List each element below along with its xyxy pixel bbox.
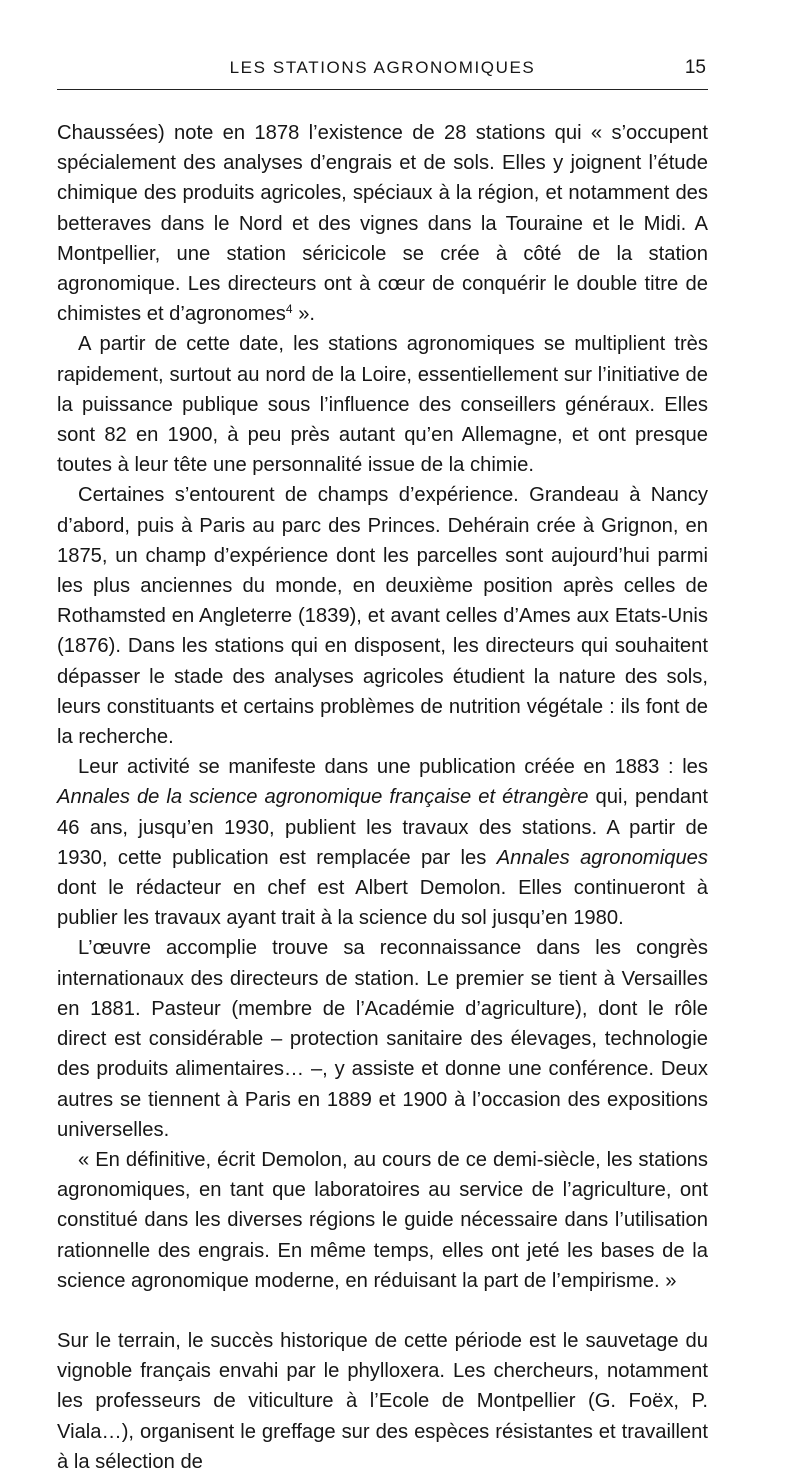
paragraph-3 [57,480,708,752]
footnote-ref: 4 [285,302,293,317]
text-segment: qui, pendant 46 ans, jusqu’en 1930, publient les travaux des stations. A partir de 1930, cette publication est remplacée par les [57,786,708,869]
paragraph-5 [57,933,708,1144]
body-text [57,118,708,1477]
italic-title: Annales agronomiques [496,846,708,869]
page-number: 15 [684,57,706,78]
text-segment: A partir de cette date, les stations agronomiques se multiplient très rapidement, surtout au nord de la Loire, essentiellement sur l’initiative de la puissance publique sous l’influence des conseillers généraux. Elles sont 82 en 1900, à peu près autant qu’en Allemagne, et ont presque toutes à leur tête une personnalité issue de la chimie. [57,333,708,477]
running-header [57,55,708,90]
running-title: LES STATIONS AGRONOMIQUES [229,58,536,77]
text-segment: « En définitive, écrit Demolon, au cours de ce demi-siècle, les stations agronomiques, en tant que laboratoires au service de l’agriculture, ont constitué dans les diverses régions le guide nécessaire dans l’utilisation rationnelle des engrais. En même temps, elles ont jeté les bases de la science agronomique moderne, en réduisant la part de l’empirisme. » [57,1148,708,1292]
text-segment: Sur le terrain, le succès historique de cette période est le sauvetage du vignoble français envahi par le phylloxera. Les chercheurs, notamment les professeurs de viticulture à l’Ecole de Montpellier (G. Foëx, P. Viala…), organisent le greffage sur des espèces résistantes et travaillent à la sélection de [57,1329,708,1473]
paragraph-6-quotation [57,1145,708,1296]
paragraph-2 [57,329,708,480]
text-segment: Certaines s’entourent de champs d’expérience. Grandeau à Nancy d’abord, puis à Paris au parc des Princes. Dehérain crée à Grignon, en 1875, un champ d’expérience dont les parcelles sont aujourd’hui parmi les plus anciennes du monde, en deuxième position après celles de Rothamsted en Angleterre (1839), et avant celles d’Ames aux Etats-Unis (1876). Dans les stations qui en disposent, les directeurs qui souhaitent dépasser le stade des analyses agricoles étudient la nature des sols, leurs constituants et certains problèmes de nutrition végétale : ils font de la recherche. [57,484,708,749]
text-segment: dont le rédacteur en chef est Albert Demolon. Elles continueront à publier les travaux ayant trait à la science du sol jusqu’en 1980. [57,877,708,930]
paragraph-1 [57,118,708,329]
italic-title: Annales de la science agronomique française et étrangère [57,786,589,809]
text-segment: L’œuvre accomplie trouve sa reconnaissance dans les congrès internationaux des directeurs de station. Le premier se tient à Versailles en 1881. Pasteur (membre de l’Académie d’agriculture), dont le rôle direct est considérable – protection sanitaire des élevages, technologie des produits alimentaires… –, y assiste et donne une conférence. Deux autres se tiennent à Paris en 1889 et 1900 à l’occasion des expositions universelles. [57,937,708,1141]
paragraph-4 [57,752,708,933]
paragraph-7 [57,1326,708,1477]
text-segment: Chaussées) note en 1878 l’existence de 28 stations qui « s’occupent spécialement des analyses d’engrais et de sols. Elles y joignent l’étude chimique des produits agricoles, spéciaux à la région, et notamment des betteraves dans le Nord et des vignes dans la Touraine et le Midi. A Montpellier, une station séricicole se crée à côté de la station agronomique. Les directeurs ont à cœur de conquérir le double titre de chimistes et d’agronomes [57,122,708,326]
text-segment: Leur activité se manifeste dans une publication créée en 1883 : les [78,756,708,779]
text-segment: ». [292,303,316,326]
